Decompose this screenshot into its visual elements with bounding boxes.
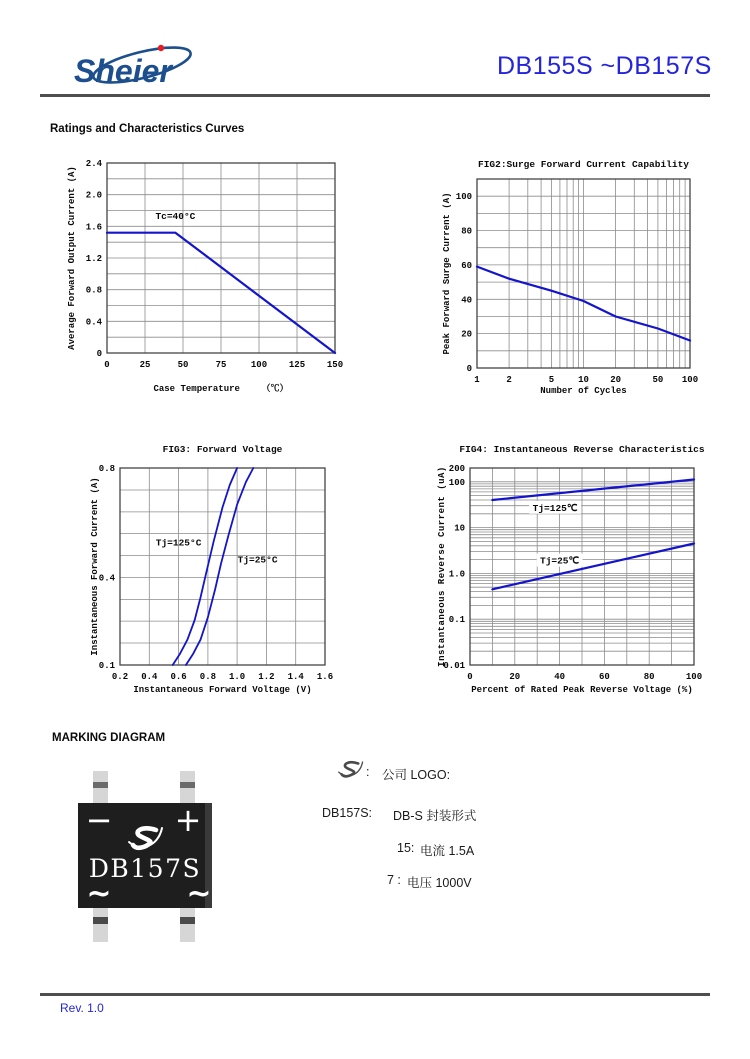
part-number-title: DB155S ~DB157S <box>497 52 712 80</box>
fig2-grid <box>477 179 690 368</box>
chip-part-number: DB157S <box>88 854 202 883</box>
svg-text:0: 0 <box>467 672 473 682</box>
fig1-svg <box>60 150 360 400</box>
svg-text:10: 10 <box>454 523 465 534</box>
curves-section-heading: Ratings and Characteristics Curves <box>50 123 245 135</box>
svg-text:1.2: 1.2 <box>85 254 102 264</box>
svg-text:0.4: 0.4 <box>141 672 158 682</box>
fig3-grid <box>120 468 325 665</box>
legend-current-key: 15: <box>397 841 415 855</box>
svg-text:0: 0 <box>466 364 472 374</box>
svg-text:1.4: 1.4 <box>287 672 304 682</box>
marking-diagram-chip <box>75 763 220 945</box>
svg-text:0.4: 0.4 <box>85 317 102 328</box>
fig1-ylabel: Average Forward Output Current (A) <box>67 166 77 350</box>
svg-text:50: 50 <box>177 360 189 370</box>
fig3-plot-border <box>120 468 325 665</box>
svg-text:150: 150 <box>326 360 344 370</box>
svg-text:0.01: 0.01 <box>443 661 465 671</box>
svg-text:0.1: 0.1 <box>98 661 115 671</box>
svg-text:0.8: 0.8 <box>199 672 217 682</box>
svg-text:100: 100 <box>448 477 465 488</box>
fig1-y-tick-labels <box>86 159 103 359</box>
svg-text:0.1: 0.1 <box>448 615 465 626</box>
revision-label: Rev. 1.0 <box>60 1001 104 1015</box>
svg-text:1: 1 <box>474 375 480 385</box>
fig3-series-1-line <box>186 468 253 665</box>
footer-rule <box>40 993 710 996</box>
fig3-title: FIG3: Forward Voltage <box>162 444 283 455</box>
chip-ac-left-marking: ~ <box>86 876 112 912</box>
fig2-x-tick-labels <box>474 375 698 385</box>
chip-lead-bottom-right <box>180 908 195 942</box>
legend-logo-glyph <box>338 759 364 781</box>
fig4-x-tick-labels <box>467 672 702 682</box>
fig4-title: FIG4: Instantaneous Reverse Characteristics <box>459 444 705 455</box>
chip-ac-right-marking: ~ <box>186 876 212 912</box>
fig4-annotation-1: Tj=25℃ <box>540 555 580 567</box>
svg-text:2: 2 <box>506 375 512 385</box>
svg-text:1.6: 1.6 <box>85 222 102 233</box>
fig3-x-tick-labels <box>112 672 333 682</box>
svg-text:20: 20 <box>610 375 622 385</box>
legend-current-text: 电流 1.5A <box>420 844 475 858</box>
svg-text:2.4: 2.4 <box>85 159 102 169</box>
sheier-logo-icon <box>68 36 268 98</box>
svg-text:0: 0 <box>104 360 110 370</box>
header-rule <box>40 94 710 97</box>
svg-text:100: 100 <box>250 360 268 370</box>
fig2-y-tick-labels <box>456 192 472 374</box>
svg-text:5: 5 <box>548 375 555 385</box>
svg-text:1.0: 1.0 <box>228 672 246 682</box>
fig4-series-1-line <box>492 544 694 590</box>
svg-text:200: 200 <box>448 464 465 474</box>
legend-part-text: DB-S 封装形式 <box>393 809 477 823</box>
legend-logo-text: 公司 LOGO: <box>382 768 451 782</box>
company-logo <box>68 36 268 98</box>
fig2-title: FIG2:Surge Forward Current Capability <box>478 159 689 170</box>
fig3-xlabel: Instantaneous Forward Voltage (V) <box>133 685 312 695</box>
fig1-x-tick-labels <box>104 360 343 370</box>
svg-text:1.0: 1.0 <box>448 569 465 580</box>
svg-text:0.4: 0.4 <box>98 573 115 584</box>
svg-text:20: 20 <box>509 672 521 682</box>
svg-text:60: 60 <box>598 672 610 682</box>
fig3-ylabel: Instantaneous Forward Current (A) <box>90 477 100 656</box>
svg-text:0.8: 0.8 <box>85 285 102 296</box>
chip-package-drawing <box>75 763 220 945</box>
svg-text:60: 60 <box>461 260 472 271</box>
legend-voltage-key: 7 : <box>387 873 401 887</box>
fig4-annotation-0: Tj=125℃ <box>532 502 578 514</box>
svg-text:0.8: 0.8 <box>98 464 115 474</box>
chip-lead-band <box>93 917 108 924</box>
svg-text:80: 80 <box>643 672 655 682</box>
fig1-grid <box>107 163 335 353</box>
chip-lead-band <box>93 782 108 788</box>
svg-text:1.6: 1.6 <box>316 672 334 682</box>
chip-lead-band <box>180 917 195 924</box>
fig3-annotation-1: Tj=25°C <box>237 554 278 566</box>
svg-text:100: 100 <box>681 375 699 385</box>
svg-text:0.2: 0.2 <box>111 672 129 682</box>
svg-text:10: 10 <box>578 375 589 385</box>
svg-text:0.6: 0.6 <box>170 672 187 682</box>
fig2-ylabel: Peak Forward Surge Current (A) <box>442 192 452 355</box>
svg-text:40: 40 <box>554 672 566 682</box>
fig1-forward-output-current-chart <box>60 150 360 400</box>
fig4-series-0-line <box>492 480 694 501</box>
svg-text:0: 0 <box>96 349 102 359</box>
legend-voltage-text: 电压 1000V <box>407 876 472 890</box>
svg-text:20: 20 <box>461 329 472 340</box>
svg-text:1.2: 1.2 <box>258 672 275 682</box>
chip-lead-bottom-left <box>93 908 108 942</box>
chip-plus-marking: + <box>174 801 202 839</box>
svg-text:2.0: 2.0 <box>85 190 102 201</box>
svg-text:50: 50 <box>652 375 664 385</box>
svg-text:25: 25 <box>139 360 151 370</box>
legend-logo-separator: : <box>366 765 370 779</box>
legend-part-key: DB157S: <box>322 806 373 820</box>
fig4-xlabel: Percent of Rated Peak Reverse Voltage (%) <box>471 685 693 695</box>
fig3-svg <box>60 440 360 700</box>
fig1-annotation-0: Tc=40°C <box>155 211 196 222</box>
fig1-xlabel: Case Temperature （℃） <box>153 384 289 394</box>
fig4-svg <box>430 440 740 700</box>
fig2-xlabel: Number of Cycles <box>540 386 627 396</box>
logo-dot-icon <box>158 45 164 51</box>
svg-text:100: 100 <box>685 672 703 682</box>
svg-text:100: 100 <box>455 192 472 203</box>
sheier-logo-mark-icon <box>338 759 364 781</box>
logo-text: Sheier <box>74 53 172 89</box>
chip-lead-band <box>180 782 195 788</box>
fig2-svg <box>430 150 730 400</box>
svg-text:75: 75 <box>215 360 227 370</box>
svg-text:40: 40 <box>461 295 472 306</box>
fig2-surge-current-chart <box>430 150 730 400</box>
svg-text:125: 125 <box>288 360 306 370</box>
fig3-series-0-line <box>173 468 237 665</box>
fig4-ylabel: Instantaneous Reverse Current (uA) <box>437 466 447 667</box>
svg-text:80: 80 <box>461 226 472 237</box>
fig3-forward-voltage-chart <box>60 440 360 700</box>
marking-section-heading: MARKING DIAGRAM <box>52 732 166 744</box>
chip-minus-marking: − <box>85 801 113 839</box>
fig3-y-tick-labels <box>99 464 116 671</box>
fig4-reverse-characteristics-chart <box>430 440 740 700</box>
fig3-annotation-0: Tj=125°C <box>155 537 202 549</box>
